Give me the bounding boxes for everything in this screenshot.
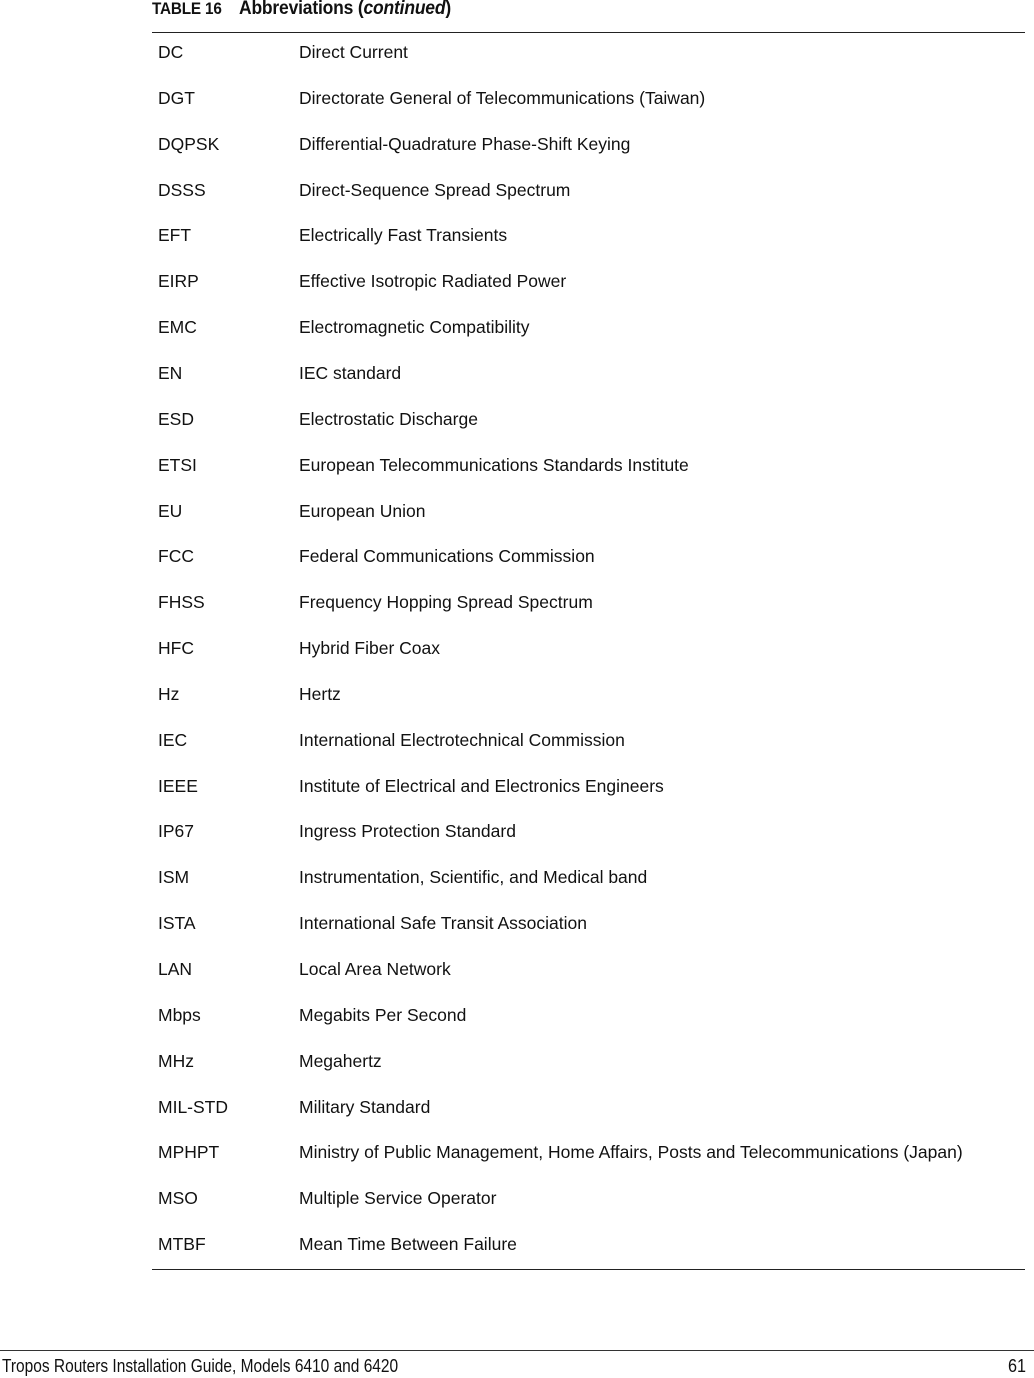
- definition-cell: Local Area Network: [299, 959, 451, 979]
- table-title-end: ): [445, 0, 452, 19]
- table-caption: [152, 0, 470, 20]
- definition-cell: Federal Communications Commission: [299, 546, 595, 567]
- table-row: [0, 499, 1034, 523]
- abbreviation-cell: IEEE: [158, 775, 198, 796]
- abbreviation-cell: DGT: [158, 87, 195, 108]
- table-row: [0, 590, 1034, 614]
- table-title-continued: continued: [363, 0, 446, 19]
- table-title: [239, 0, 451, 20]
- table-row: [0, 1095, 1034, 1119]
- abbreviation-cell: MHz: [158, 1050, 194, 1071]
- table-row: [0, 544, 1034, 568]
- abbreviation-cell: DC: [158, 42, 184, 62]
- footer-rule: [0, 1350, 1034, 1351]
- table-top-rule: [152, 32, 1025, 33]
- table-row: [0, 361, 1034, 385]
- abbreviation-cell: EIRP: [158, 271, 199, 292]
- table-row: [0, 1140, 1034, 1164]
- definition-cell: Military Standard: [299, 1096, 431, 1117]
- abbreviation-cell: Hz: [158, 683, 180, 704]
- table-row: [0, 774, 1034, 798]
- definition-cell: International Electrotechnical Commission: [299, 729, 625, 750]
- table-row: [0, 407, 1034, 431]
- definition-cell: Institute of Electrical and Electronics Engineers: [299, 775, 664, 796]
- definition-cell: Mean Time Between Failure: [299, 1234, 517, 1255]
- definition-cell: European Union: [299, 500, 426, 521]
- table-row: [0, 132, 1034, 156]
- table-row: [0, 682, 1034, 706]
- abbreviation-cell: EFT: [158, 225, 192, 246]
- abbreviation-cell: ESD: [158, 408, 194, 429]
- definition-cell: International Safe Transit Association: [299, 913, 587, 934]
- abbreviation-cell: IP67: [158, 821, 194, 842]
- definition-cell: Hybrid Fiber Coax: [299, 638, 441, 659]
- table-row: [0, 728, 1034, 752]
- abbreviation-cell: EMC: [158, 317, 197, 338]
- table-row: [0, 315, 1034, 339]
- abbreviation-cell: DSSS: [158, 179, 206, 200]
- abbreviation-cell: FHSS: [158, 592, 205, 613]
- abbreviation-cell: EN: [158, 362, 183, 383]
- definition-cell: Direct-Sequence Spread Spectrum: [299, 179, 571, 200]
- definition-cell: Electrically Fast Transients: [299, 225, 508, 246]
- table-row: [0, 453, 1034, 477]
- table-label: TABLE 16: [152, 0, 222, 18]
- table-row: [0, 269, 1034, 293]
- abbreviation-cell: DQPSK: [158, 133, 220, 154]
- table-row: [0, 865, 1034, 889]
- abbreviation-cell: HFC: [158, 638, 194, 659]
- table-row: [0, 636, 1034, 660]
- definition-cell: Multiple Service Operator: [299, 1188, 497, 1209]
- definition-cell: Electromagnetic Compatibility: [299, 317, 530, 338]
- definition-cell: IEC standard: [299, 362, 402, 383]
- table-row: [0, 819, 1034, 843]
- definition-cell: Instrumentation, Scientific, and Medical band: [299, 867, 648, 888]
- table-row: [0, 957, 1034, 981]
- abbreviation-cell: FCC: [158, 546, 194, 567]
- abbreviation-cell: ISM: [158, 867, 190, 888]
- table-row: [0, 911, 1034, 935]
- abbreviation-cell: MIL-STD: [158, 1096, 228, 1117]
- definition-cell: Hertz: [299, 683, 341, 704]
- table-row: [0, 1232, 1034, 1256]
- definition-cell: Differential-Quadrature Phase-Shift Keying: [299, 133, 631, 154]
- table-row: [0, 1186, 1034, 1210]
- abbreviation-cell: LAN: [158, 959, 193, 979]
- abbreviation-cell: MPHPT: [158, 1142, 220, 1163]
- table-row: [0, 1049, 1034, 1073]
- table-row: [0, 178, 1034, 202]
- definition-cell: Effective Isotropic Radiated Power: [299, 271, 567, 292]
- table-row: [0, 86, 1034, 110]
- definition-cell: Directorate General of Telecommunications (Taiwan): [299, 87, 706, 108]
- footer-doc-title: Tropos Routers Installation Guide, Models 6410 and 6420: [2, 1356, 399, 1376]
- table-row: [0, 40, 1034, 64]
- abbreviation-cell: IEC: [158, 729, 188, 750]
- table-row: [0, 1003, 1034, 1027]
- page-number: 61: [1007, 1356, 1026, 1376]
- abbreviation-cell: ETSI: [158, 454, 197, 475]
- definition-cell: Ministry of Public Management, Home Affairs, Posts and Telecommunications (Japan): [299, 1142, 963, 1163]
- abbreviation-cell: MTBF: [158, 1234, 206, 1255]
- abbreviation-cell: Mbps: [158, 1004, 201, 1025]
- abbreviation-cell: EU: [158, 500, 183, 521]
- table-title-text: Abbreviations (: [239, 0, 364, 19]
- definition-cell: Ingress Protection Standard: [299, 821, 516, 842]
- abbreviation-cell: MSO: [158, 1188, 198, 1209]
- table-bottom-rule: [152, 1269, 1025, 1270]
- definition-cell: Frequency Hopping Spread Spectrum: [299, 592, 593, 613]
- definition-cell: Direct Current: [299, 42, 408, 62]
- definition-cell: Megabits Per Second: [299, 1004, 467, 1025]
- definition-cell: Megahertz: [299, 1050, 382, 1071]
- definition-cell: Electrostatic Discharge: [299, 408, 478, 429]
- table-row: [0, 223, 1034, 247]
- abbreviation-cell: ISTA: [158, 913, 196, 934]
- definition-cell: European Telecommunications Standards Institute: [299, 454, 689, 475]
